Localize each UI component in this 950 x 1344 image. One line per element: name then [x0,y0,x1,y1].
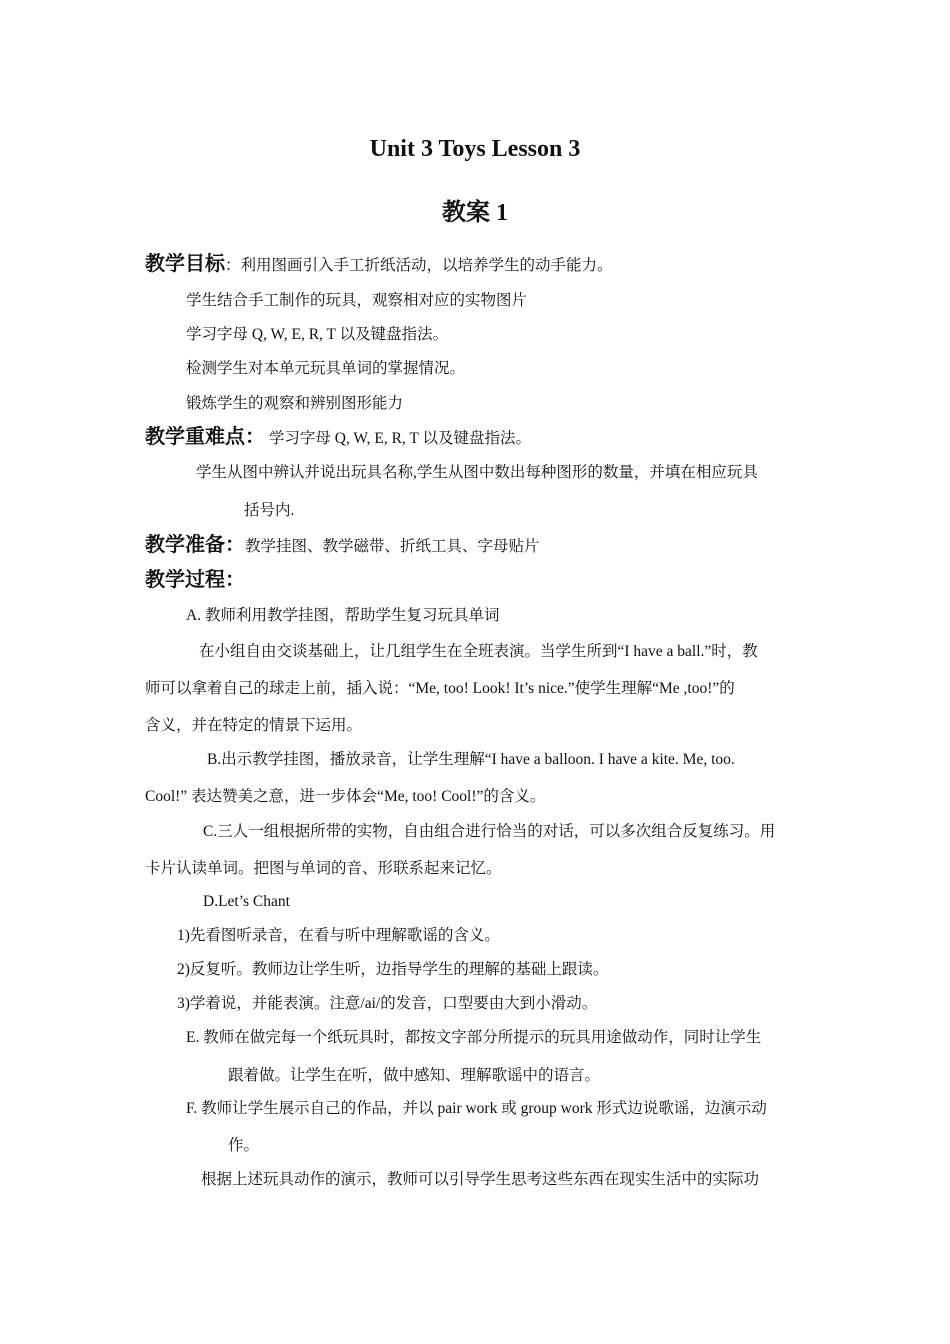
step-a-title: A. 教师利用教学挂图，帮助学生复习玩具单词 [186,607,500,624]
chant-item: 2)反复听。教师边让学生听，边指导学生的理解的基础上跟读。 [177,961,609,978]
process-heading: 教学过程： [145,569,245,591]
step-b-para-line: B.出示教学挂图，播放录音，让学生理解“I have a balloon. I have a kite. Me, too. [207,751,735,768]
preparation-text: 教学挂图、教学磁带、折纸工具、字母贴片 [245,538,540,555]
chant-item: 3)学着说，并能表演。注意/ai/的发音，口型要由大到小滑动。 [177,995,598,1012]
objective-item: 学习字母 Q, W, E, R, T 以及键盘指法。 [186,326,449,343]
step-c-para-line: C.三人一组根据所带的实物，自由组合进行恰当的对话，可以多次组合反复练习。用 [203,823,776,840]
objectives-first: ：利用图画引入手工折纸活动，以培养学生的动手能力。 [225,257,613,274]
key-points-line3: 括号内. [244,502,295,519]
step-a-para-line: 在小组自由交谈基础上，让几组学生在全班表演。当学生所到“I have a ball.”时，教 [199,643,758,660]
step-e-para-line: E. 教师在做完每一个纸玩具时，都按文字部分所提示的玩具用途做动作，同时让学生 [186,1029,762,1046]
objectives-line [145,253,613,277]
key-points-line2: 学生从图中辨认并说出玩具名称,学生从图中数出每种图形的数量，并填在相应玩具 [196,464,758,481]
key-points-heading: 教学重难点： [145,426,265,448]
step-f-para-line: 作。 [228,1137,260,1154]
step-b-para-line: Cool!” 表达赞美之意，进一步体会“Me, too! Cool!”的含义。 [145,788,546,805]
preparation-heading: 教学准备： [145,534,245,556]
document-title: Unit 3 Toys Lesson 3 [369,136,581,162]
step-a-para-line: 师可以拿着自己的球走上前，插入说：“Me, too! Look! It’s nice.”使学生理解“Me ,too!”的 [145,680,735,697]
step-c-para-line: 卡片认读单词。把图与单词的音、形联系起来记忆。 [145,860,502,877]
closing-para-line: 根据上述玩具动作的演示，教师可以引导学生思考这些东西在现实生活中的实际功 [201,1171,760,1188]
objectives-heading: 教学目标 [145,253,225,275]
preparation-line [145,534,540,558]
document-subtitle: 教案 1 [442,200,508,226]
step-f-para-line: F. 教师让学生展示自己的作品，并以 pair work 或 group work 形式边说歌谣，边演示动 [186,1100,767,1117]
step-d-title: D.Let’s Chant [203,893,290,910]
key-points-first: 学习字母 Q, W, E, R, T 以及键盘指法。 [265,430,531,447]
step-a-para-line: 含义，并在特定的情景下运用。 [145,717,363,734]
objective-item: 检测学生对本单元玩具单词的掌握情况。 [186,360,466,377]
objective-item: 学生结合手工制作的玩具，观察相对应的实物图片 [186,292,528,309]
objective-item: 锻炼学生的观察和辨别图形能力 [186,395,404,412]
key-points-line [145,426,531,450]
chant-item: 1)先看图听录音，在看与听中理解歌谣的含义。 [177,927,500,944]
step-e-para-line: 跟着做。让学生在听，做中感知、理解歌谣中的语言。 [228,1067,601,1084]
